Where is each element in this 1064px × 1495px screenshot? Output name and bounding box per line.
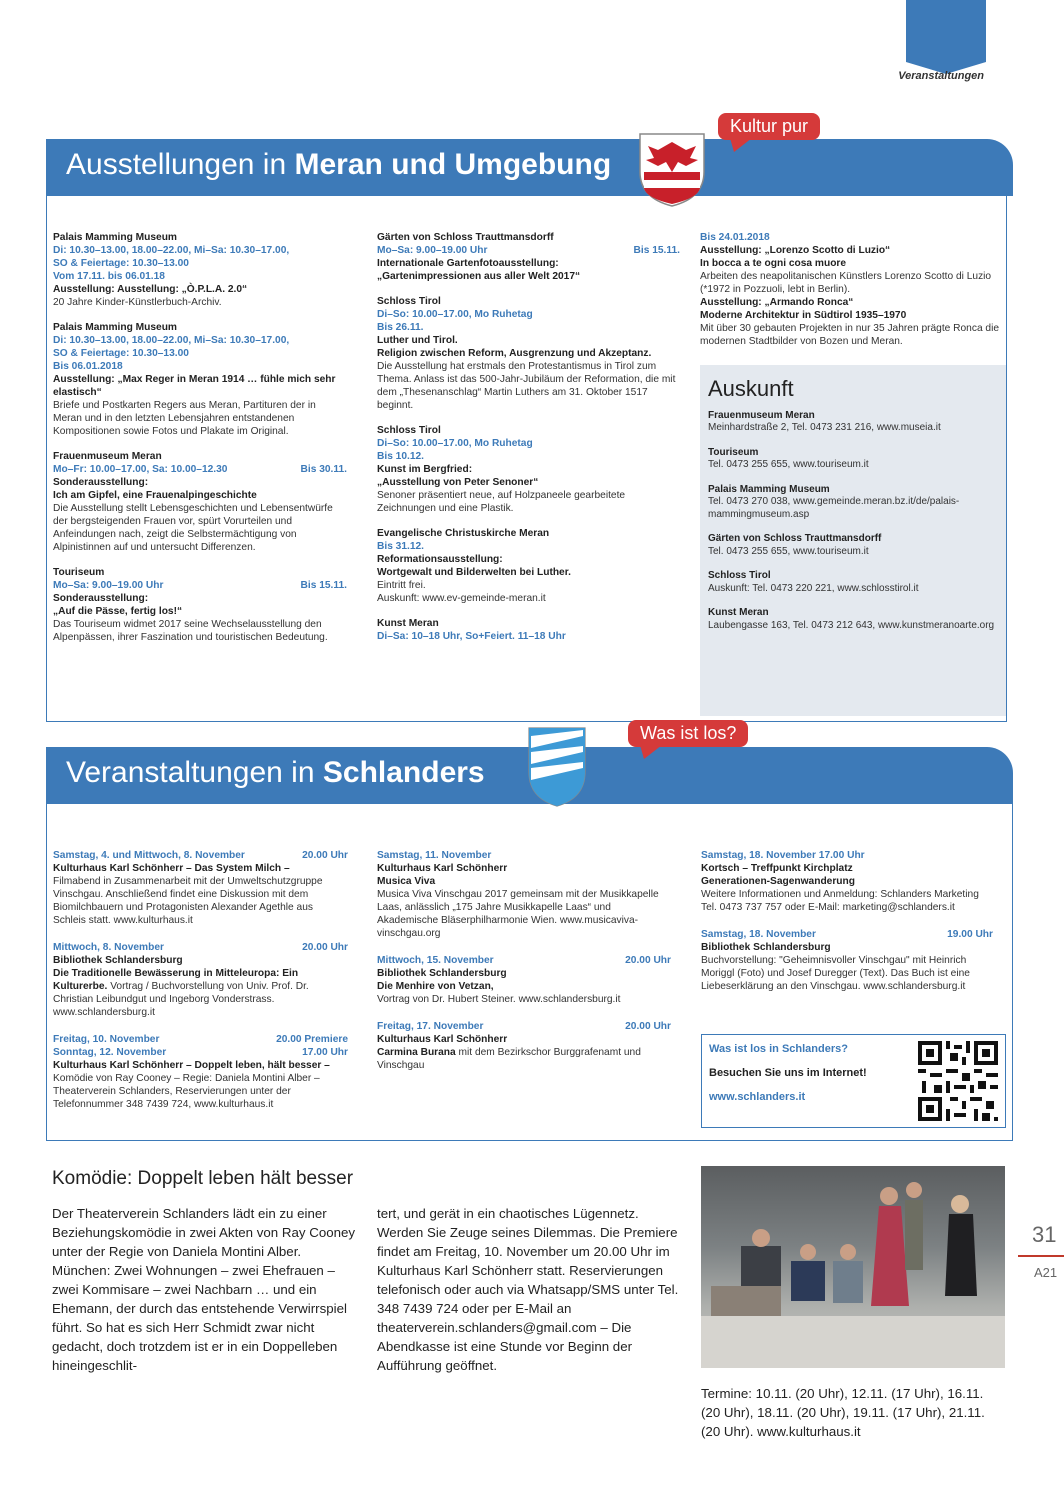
event-entry: Samstag, 18. November 19.00 Uhr Bibliothek Schlandersburg Buchvorstellung: "Geheimnisvoller Vinschgau" mit Heinrich Moriggl (Foto) und Josef Duregger (Text). Das Buch ist eine Liebeserklärung an den Vinschgau. www.schlandersburg.it — [701, 929, 993, 992]
event-entry: Mittwoch, 8. November 20.00 Uhr Bibliothek Schlandersburg Die Traditionelle Bewässerung in Mitteleuropa: Ein Kulturerbe. Vortrag / Buchvorstellung von Univ. Prof. Dr. Christian Leibundgut und Ingeborg Vonderstrass. www.schlandersburg.it — [53, 942, 348, 1018]
meran-entry: Touriseum Mo–Sa: 9.00–19.00 Uhr Bis 15.11. Sonderausstellung: „Auf die Pässe, fertig los!“ Das Touriseum widmet 2017 seine Wechselausstellung den Alpenpässen, ihrer Faszination und touristischen Bedeutung. — [53, 567, 347, 643]
meran-entry: Schloss Tirol Di–So: 10.00–17.00, Mo Ruhetag Bis 10.12. Kunst im Bergfried: „Ausstellung von Peter Senoner“ Senoner präsentiert neue, auf Holzpaneele gearbeitete Zeichnungen und eine Plastik. — [377, 425, 626, 514]
theater-photo — [701, 1166, 1005, 1368]
website-link[interactable]: www.schlanders.it — [709, 1091, 806, 1103]
meran-entry: Palais Mamming Museum Di: 10.30–13.00, 18.00–22.00, Mi–Sa: 10.30–17.00, SO & Feiertage: 10.30–13.00 Bis 06.01.2018 Ausstellung: „Max Reger in Meran 1914 … fühle mich sehr elastisch“ Briefe und Postkarten Regers aus Meran, Partituren der in Meran und in den letzten Lebensjahren entstandenen Kompositionen sowie Fotos und Plakate im Original. — [53, 322, 336, 437]
event-entry: Freitag, 17. November 20.00 Uhr Kulturhaus Karl Schönherr Carmina Burana mit dem Bezirkschor Burggrafenamt und Vinschgau — [377, 1021, 671, 1071]
meran-entry: Frauenmuseum Meran Mo–Fr: 10.00–17.00, Sa: 10.00–12.30 Bis 30.11. Sonderausstellung: Ich am Gipfel, eine Frauenalpingeschichte Die Ausstellung stellt Lebensgeschichten und Lebensentwürfe der bergsteigenden Frauen vor, spürt Vorurteilen und Anfeindungen nach, zeigt die Selbstermächtigung von Alpinistinnen auf und untersucht Differenzen. — [53, 451, 347, 553]
event-entry: Freitag, 10. November 20.00 Premiere Sonntag, 12. November 17.00 Uhr Kulturhaus Karl Schönherr – Doppelt leben, hält besser – Komödie von Ray Cooney – Regie: Daniela Montini Alber – Theaterverein Schlanders, Reservierungen unter der Telefonnummer 348 7439 724, www.kulturhaus.it — [53, 1034, 348, 1110]
meran-entry: Kunst Meran Di–Sa: 10–18 Uhr, So+Feiert. 11–18 Uhr — [377, 618, 566, 642]
meran-banner — [46, 139, 1013, 196]
meran-entry: Evangelische Christuskirche Meran Bis 31.12. Reformationsausstellung: Wortgewalt und Bilderwelten bei Luther. Eintritt frei. Auskunft: www.ev-gemeinde-meran.it — [377, 528, 571, 604]
meran-col-3: Bis 24.01.2018 Ausstellung: „Lorenzo Scotto di Luzio“ In bocca a te ogni cosa muore Arbeiten des neapolitanischen Künstlers Lorenzo Scotto di Luzio (*1972 in Pozzuoli, lebt in Berlin). Ausstellung: „Armando Ronca“ Moderne Architektur in Südtirol 1935–1970 Mit über 30 gebauten Projekten in nur 35 Jahren prägte Ronca die modernen Stadtbilder von Bozen und Meran. — [700, 232, 1000, 347]
meran-coat-of-arms — [636, 128, 708, 208]
page-code: A21 — [1034, 1265, 1058, 1280]
page-number: 31 — [1032, 1222, 1057, 1247]
meran-col-2 — [377, 231, 680, 655]
auskunft-item: Gärten von Schloss Trauttmansdorff Tel. 0473 255 655, www.touriseum.it — [708, 533, 882, 557]
auskunft-item: Schloss Tirol Auskunft: Tel. 0473 220 221, www.schlosstirol.it — [708, 570, 919, 594]
article-column-1: Der Theaterverein Schlanders lädt ein zu einer Beziehungskomödie in zwei Akten von Ray Cooney unter der Regie von Daniela Montini Alber. München: Zwei Wohnungen – zwei Ehefrauen – zwei Kommisare – zwei Nachbarn … und ein Ehemann, der durch das entstehende Verwirrspiel führt. So hat es sich Herr Schmidt zwar nicht gedacht, doch trotzdem ist er in ein Doppelleben hineingeschlit- — [52, 1206, 356, 1373]
schlanders-col-2 — [377, 849, 671, 1084]
schlanders-title: Veranstaltungen in Schlanders — [66, 756, 485, 789]
section-tab — [906, 0, 986, 62]
meran-bubble: Kultur pur — [718, 113, 820, 140]
auskunft-item: Kunst Meran Laubengasse 163, Tel. 0473 212 643, www.kunstmeranoarte.org — [708, 607, 995, 631]
article-column-2: tert, und gerät in ein chaotisches Lügennetz. Werden Sie Zeuge seines Dilemmas. Die Premiere findet am Freitag, 10. November um 20.00 Uhr im Kulturhaus Karl Schönherr statt. Reservierungen telefonisch oder auch via Whatsapp/SMS unter Tel. 348 7439 724 oder per E-Mail an theaterverein.schlanders@gmail.com – Die Abendkasse ist eine Stunde vor Beginn der Aufführung geöffnet. — [377, 1206, 679, 1373]
schlanders-bubble: Was ist los? — [628, 720, 748, 747]
meran-title: Ausstellungen in Meran und Umgebung — [66, 148, 612, 181]
photo-caption: Termine: 10.11. (20 Uhr), 12.11. (17 Uhr), 16.11. (20 Uhr), 18.11. (20 Uhr), 19.11. (17 Uhr), 21.11. (20 Uhr). www.kulturhaus.it — [701, 1386, 985, 1439]
page-divider — [1018, 1255, 1064, 1257]
event-entry: Samstag, 11. November Kulturhaus Karl Schönherr Musica Viva Musica Viva Vinschgau 2017 gemeinsam mit der Musikkapelle Laas, anlässlich „175 Jahre Musikkapelle Laas“ und Akademische Bläserphilharmonie Wien. www.musicaviva-vinschgau.org — [377, 850, 659, 939]
event-entry: Samstag, 18. November 17.00 Uhr Kortsch – Treffpunkt Kirchplatz Generationen-Sagenwanderung Weitere Informationen und Anmeldung: Schlanders Marketing Tel. 0473 737 757 oder E-Mail: marketing@schlanders.it — [701, 850, 979, 913]
meran-entry: Gärten von Schloss Trauttmansdorff Mo–Sa: 9.00–19.00 Uhr Bis 15.11. Internationale Gartenfotoausstellung: „Gartenimpressionen aus aller Welt 2017“ — [377, 232, 680, 282]
website-promo-box — [701, 1034, 1006, 1128]
promo-heading: Was ist los in Schlanders? — [709, 1043, 848, 1055]
theater-scene-illustration — [701, 1166, 1005, 1368]
auskunft-box — [700, 365, 1006, 716]
promo-text: Besuchen Sie uns im Internet! — [709, 1067, 867, 1079]
schlanders-col-1 — [53, 849, 348, 1123]
meran-col-1 — [53, 231, 347, 656]
section-label: Veranstaltungen — [898, 70, 984, 82]
auskunft-title: Auskunft — [708, 376, 794, 401]
qr-code-icon[interactable] — [918, 1041, 998, 1121]
meran-entry: Palais Mamming Museum Di: 10.30–13.00, 18.00–22.00, Mi–Sa: 10.30–17.00, SO & Feiertage: 10.30–13.00 Vom 17.11. bis 06.01.18 Ausstellung: Ausstellung: „Ò.P.L.A. 2.0“ 20 Jahre Kinder-Künstlerbuch-Archiv. — [53, 232, 290, 308]
event-entry: Samstag, 4. und Mittwoch, 8. November 20.00 Uhr Kulturhaus Karl Schönherr – Das System Milch – Filmabend in Zusammenarbeit mit der Umweltschutzgruppe Vinschgau. Anschließend findet eine Diskussion mit dem Biomilchbauern und Protagonisten Alexander Agethle aus Schleis statt. www.kulturhaus.it — [53, 850, 348, 926]
schlanders-col-3 — [701, 849, 993, 1005]
article-title: Komödie: Doppelt leben hält besser — [52, 1168, 354, 1189]
auskunft-item: Frauenmuseum Meran Meinhardstraße 2, Tel. 0473 231 216, www.museia.it — [708, 409, 941, 433]
schlanders-coat-of-arms — [527, 726, 587, 808]
meran-entry: Schloss Tirol Di–So: 10.00–17.00, Mo Ruhetag Bis 26.11. Luther und Tirol. Religion zwischen Reform, Ausgrenzung und Akzeptanz. Die Ausstellung hat erstmals den Protestantismus in Tirol zum Thema. Anlass ist das 500-Jahr-Jubiläum der Reformation, die mit dem „Thesenanschlag“ Martin Luthers am 31. Oktober 1517 beginnt. — [377, 296, 676, 411]
auskunft-item: Touriseum Tel. 0473 255 655, www.touriseum.it — [708, 446, 869, 470]
event-entry: Mittwoch, 15. November 20.00 Uhr Bibliothek Schlandersburg Die Menhire von Vetzan, Vortrag von Dr. Hubert Steiner. www.schlandersburg.it — [377, 955, 671, 1005]
auskunft-item: Palais Mamming Museum Tel. 0473 270 038, www.gemeinde.meran.bz.it/de/palais-mammingmuseum.asp — [708, 483, 960, 520]
